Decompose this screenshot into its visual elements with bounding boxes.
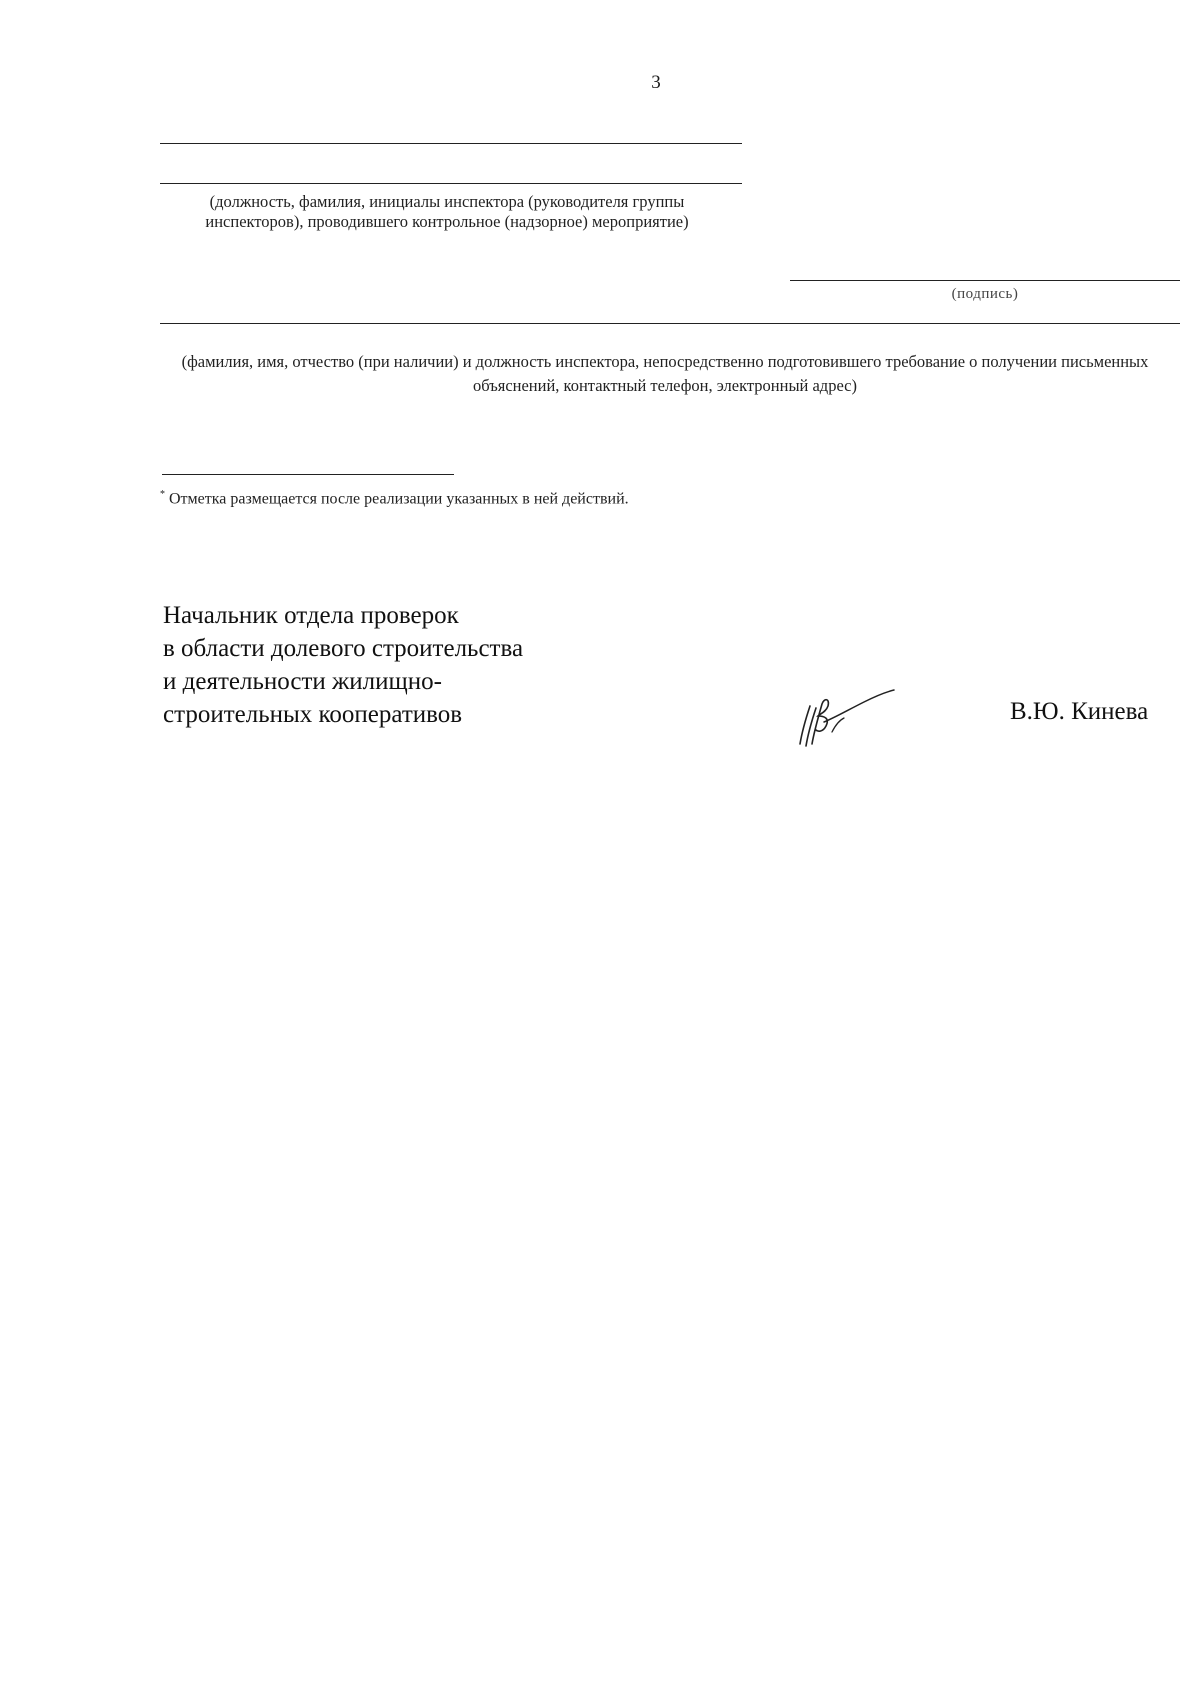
signer-title-line: Начальник отдела проверок [163,602,459,629]
handwritten-signature [788,688,898,748]
inspector-line-2 [160,183,742,184]
inspector-caption: (должность, фамилия, инициалы инспектора (руководителя группы инспекторов), проводившего контрольное (надзорное) мероприятие) [205,192,689,231]
inspector-line-1 [160,143,742,144]
preparer-caption: (фамилия, имя, отчество (при наличии) и должность инспектора, непосредственно подготовившего требование о получении письменных объяснений, контактный телефон, электронный адрес) [181,352,1149,395]
signature-caption: (подпись) [951,286,1019,302]
footnote [160,489,629,508]
footnote-separator [162,474,454,475]
footnote-mark: * [160,489,165,500]
signer-name: В.Ю. Кинева [1010,698,1149,725]
signature-line [790,280,1180,281]
signer-title-line: строительных кооперативов [163,701,463,728]
preparer-line [160,323,1180,324]
signer-title-line: и деятельности жилищно- [163,668,442,695]
footnote-text: Отметка размещается после реализации указанных в ней действий. [169,490,629,508]
signer-title-line: в области долевого строительства [163,635,524,662]
page-number: 3 [651,72,661,93]
signer-title [163,599,523,731]
